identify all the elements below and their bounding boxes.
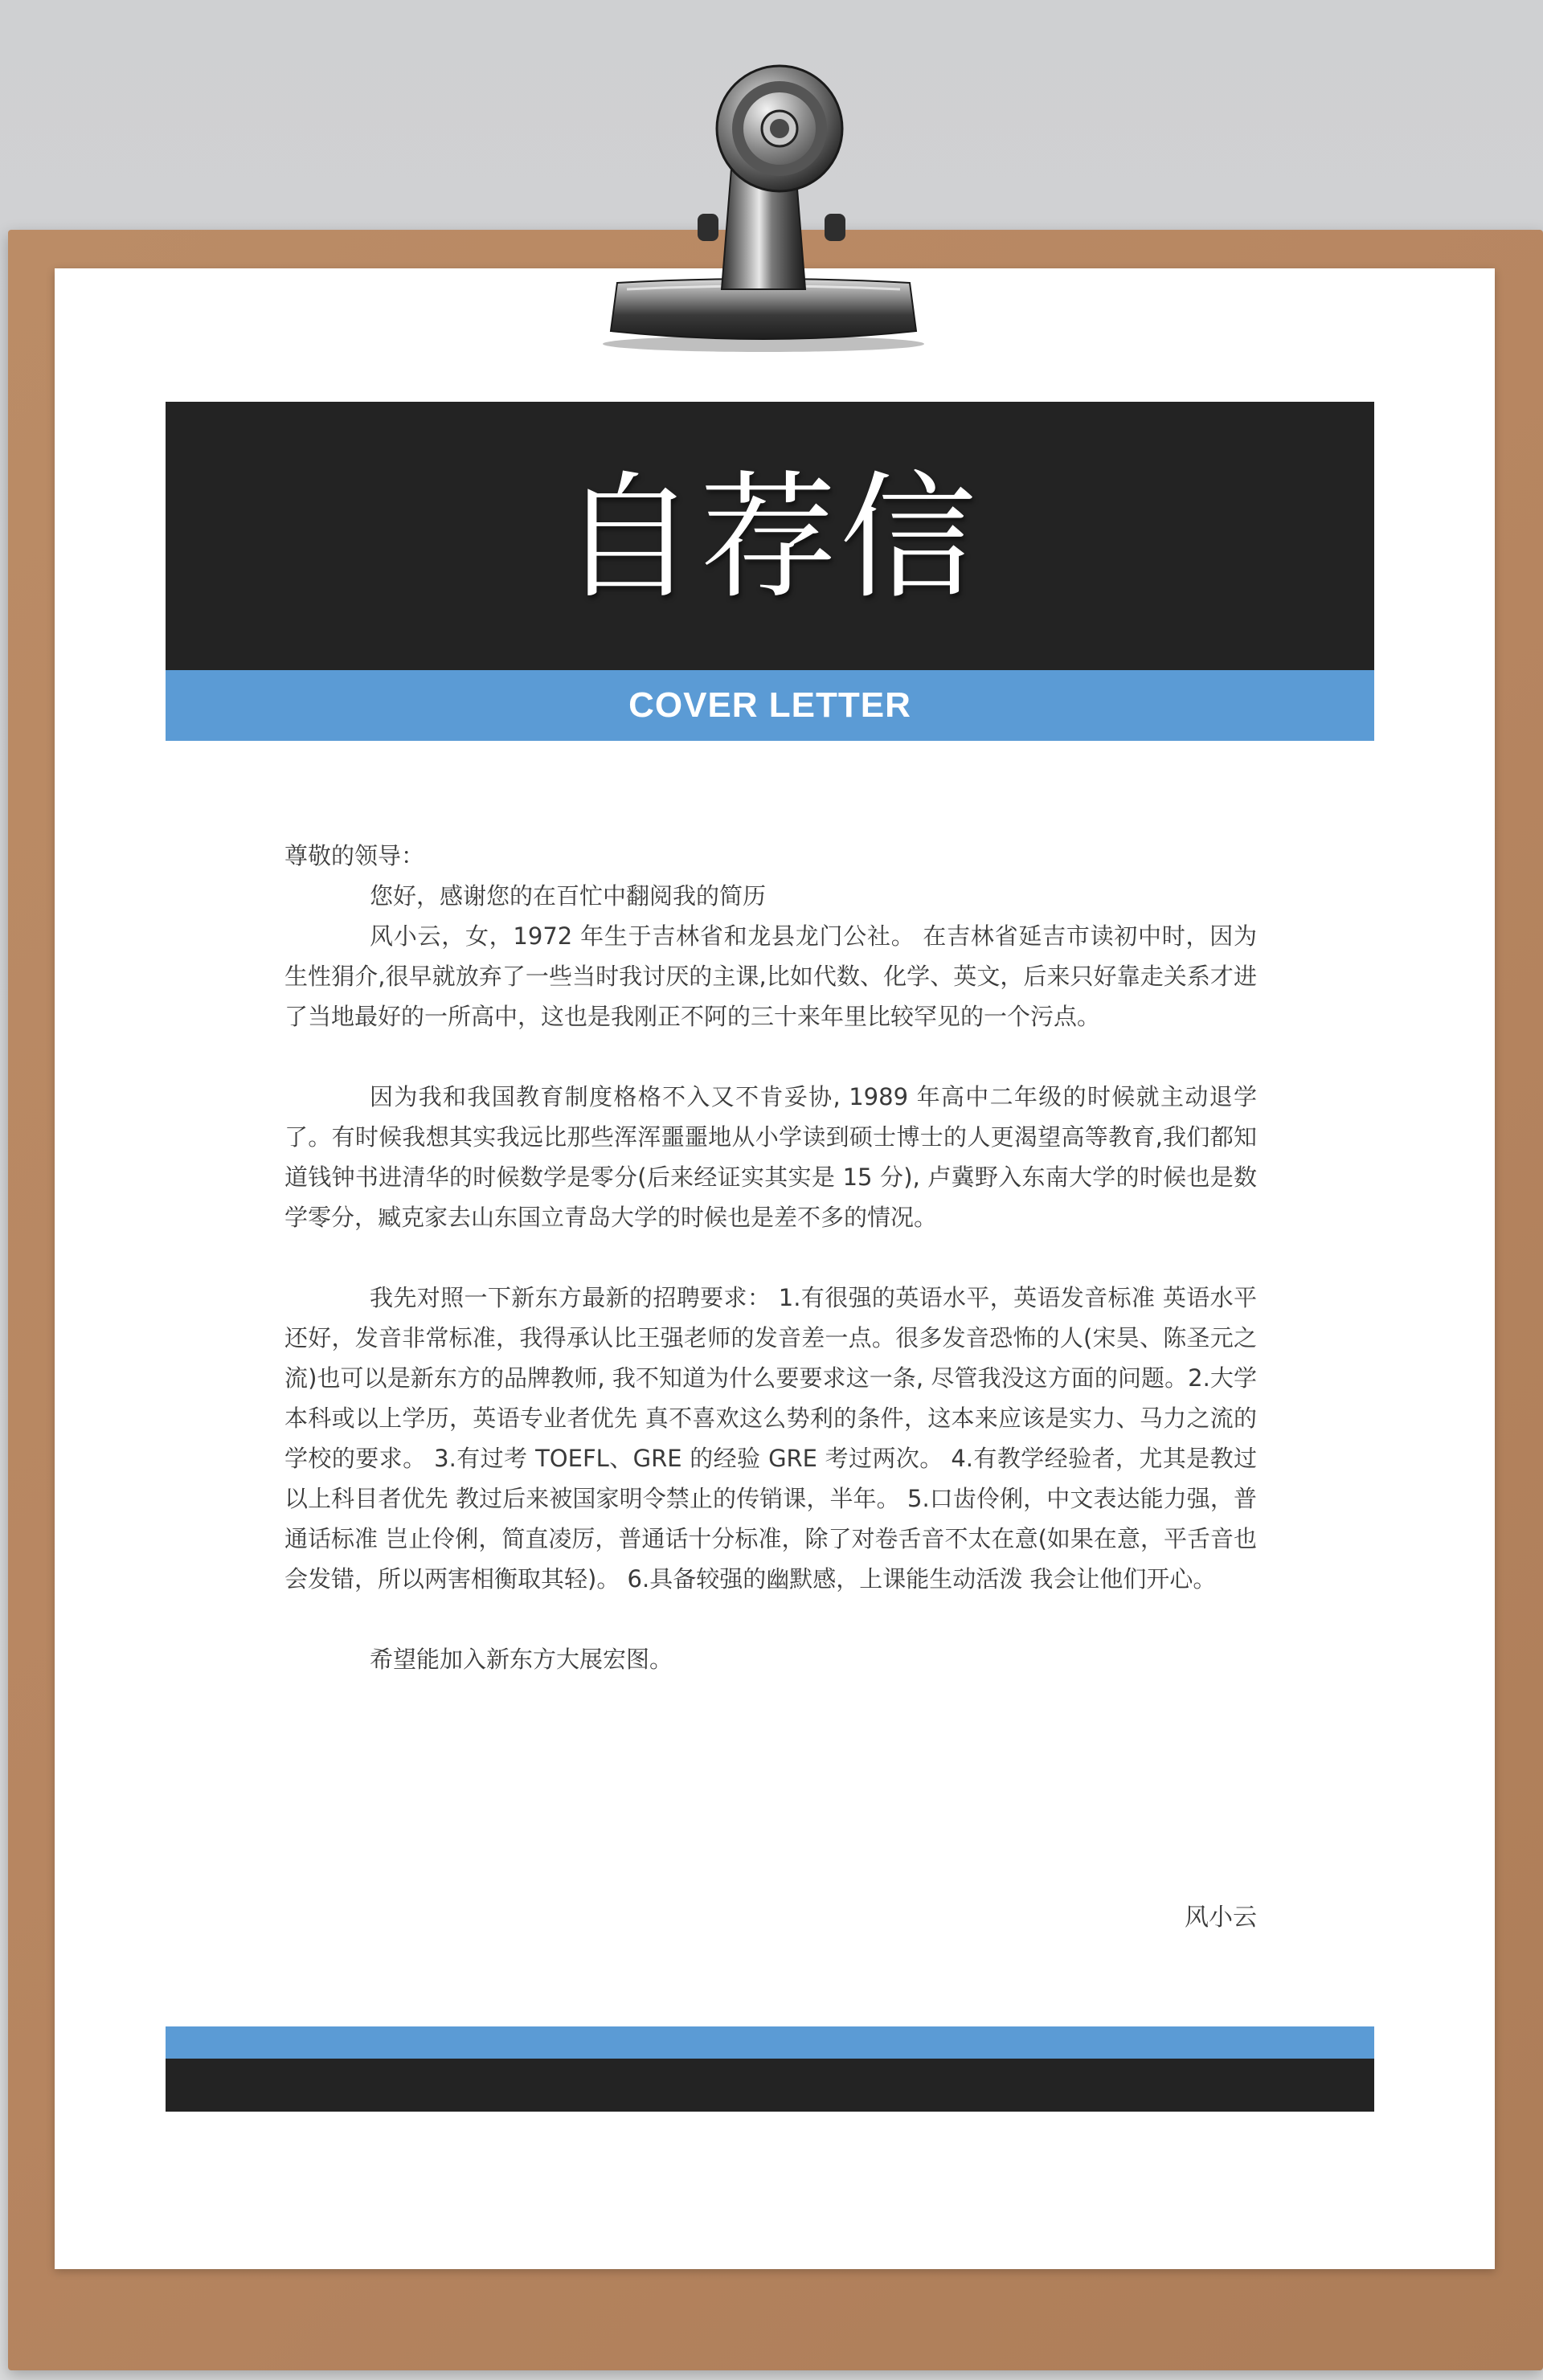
page-subtitle: COVER LETTER: [628, 685, 911, 725]
paragraph-gap: [284, 1237, 1257, 1278]
footer-blue-bar: [166, 2026, 1374, 2059]
subtitle-banner: [166, 670, 1374, 741]
paragraph-gap: [284, 1037, 1257, 1077]
paragraph-3: 我先对照一下新东方最新的招聘要求： 1.有很强的英语水平，英语发音标准 英语水平还好，发音非常标准，我得承认比王强老师的发音差一点。很多发音恐怖的人(宋昊、陈圣元之流)也可以是新东方的品牌教师, 我不知道为什么要要求这一条, 尽管我没这方面的问题。2.大学本科或以上学历，英语专业者优先 真不喜欢这么势利的条件，这本来应该是实力、马力之流的学校的要求。 3.有过考 TOEFL、GRE 的经验 GRE 考过两次。 4.有教学经验者，尤其是教过以上科目者优先 教过后来被国家明令禁止的传销课，半年。 5.口齿伶俐，中文表达能力强，普通话标准 岂止伶俐，简直凌厉，普通话十分标准，除了对卷舌音不太在意(如果在意，平舌音也会发错，所以两害相衡取其轻)。 6.具备较强的幽默感，上课能生动活泼 我会让他们开心。: [284, 1284, 1257, 1593]
paragraph-gap: [284, 1599, 1257, 1639]
header-banner: [166, 402, 1374, 670]
paragraph-1: 风小云，女，1972 年生于吉林省和龙县龙门公社。 在吉林省延吉市读初中时，因为生性狷介,很早就放弃了一些当时我讨厌的主课,比如代数、化学、英文，后来只好靠走关系才进了当地最好的一所高中，这也是我刚正不阿的三十来年里比较罕见的一个污点。: [284, 922, 1257, 1030]
greeting: 您好，感谢您的在百忙中翻阅我的简历: [370, 882, 767, 910]
paragraph-2: 因为我和我国教育制度格格不入又不肯妥协, 1989 年高中二年级的时候就主动退学了。有时候我想其实我远比那些浑浑噩噩地从小学读到硕士博士的人更渴望高等教育,我们都知道钱钟书进清华的时候数学是零分(后来经证实其实是 15 分), 卢冀野入东南大学的时候也是数学零分，臧克家去山东国立青岛大学的时候也是差不多的情况。: [284, 1083, 1257, 1231]
page-title: 自荐信: [559, 459, 980, 618]
letter-body: [284, 836, 1257, 1679]
footer-dark-bar: [166, 2059, 1374, 2112]
salutation: 尊敬的领导：: [284, 842, 425, 869]
signature: 风小云: [1185, 1904, 1257, 1932]
closing-line: 希望能加入新东方大展宏图。: [370, 1646, 673, 1673]
binder-clip-icon: [579, 48, 948, 354]
